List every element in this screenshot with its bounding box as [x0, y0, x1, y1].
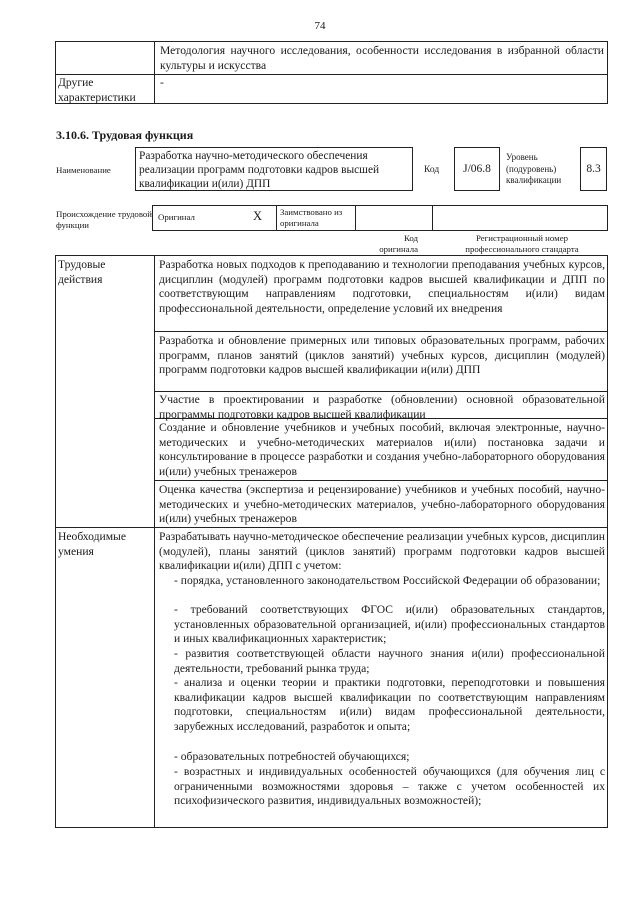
- borrowed-label: Заимствовано из оригинала: [280, 207, 343, 228]
- page-number: 74: [314, 20, 326, 32]
- name-value-box: [135, 147, 413, 191]
- original-mark: X: [253, 209, 263, 223]
- code-value: J/06.8: [463, 163, 491, 175]
- section-title: 3.10.6. Трудовая функция: [56, 128, 194, 142]
- action-item: Участие в проектировании и разработке (обновлении) основной образовательной программы подготовки кадров высшей квалификации: [159, 393, 605, 421]
- name-value: Разработка научно-методического обеспечения реализации программ подготовки кадров высшей квалификации и(или) ДПП: [139, 150, 380, 190]
- origin-label: Происхождение трудовой функции: [56, 209, 153, 230]
- level-value: 8.3: [586, 163, 601, 175]
- skills-item: - возрастных и индивидуальных особенностей обучающихся (для обучения лиц с ограниченными возможностями здоровья – также с учетом особенностей их психофизического развития, индивидуальных возможностей);: [174, 765, 605, 807]
- action-item: Оценка качества (экспертиза и рецензирование) учебников и учебных пособий, научно-методических и учебно-методических материалов, учебно-лабораторного оборудования и(или) учебных тренажеров: [159, 483, 605, 525]
- original-label: Оригинал: [158, 212, 195, 222]
- skills-item: - развития соответствующей области научного знания и(или) профессиональной деятельности, требований рынка труда;: [174, 647, 605, 675]
- actions-label: Трудовые действия: [58, 258, 106, 286]
- skills-item: - анализа и оценки теории и практики подготовки, переподготовки и повышения квалификации кадров высшей квалификации по соответствующим направлениям подготовки, специальностям и(или) видам профессиональной деятельности, зарубежных исследований, разработок и опыта;: [174, 676, 605, 733]
- name-label: Наименование: [56, 165, 111, 175]
- other-characteristics-label: Другие характеристики: [58, 76, 136, 104]
- code-original-label: Код оригинала: [379, 233, 418, 254]
- top-table-row1-text: Методология научного исследования, особенности исследования в избранной области культуры и искусства: [160, 44, 604, 72]
- skills-intro: Разрабатывать научно-методическое обеспечение реализации учебных курсов, дисциплин (модулей), планы занятий (циклов занятий) программ подготовки кадров высшей квалификации и(или) ДПП с учетом:: [159, 530, 605, 572]
- skills-label: Необходимые умения: [58, 530, 126, 558]
- skills-item: - образовательных потребностей обучающихся;: [174, 750, 410, 763]
- action-item: Разработка и обновление примерных или типовых образовательных программ, рабочих программ, планов занятий (циклов занятий) учебных курсов, дисциплин (модулей) программ подготовки кадров высшей квалификации и(или) ДПП: [159, 334, 605, 376]
- level-label: Уровень (подуровень) квалификации: [506, 152, 562, 185]
- action-item: Создание и обновление учебников и учебных пособий, включая электронные, научно-методических и учебно-методических материалов и(или) постановка задачи и консультирование в процессе разработки и создания учебно-лабораторного оборудования и(или) учебных тренажеров: [159, 421, 605, 478]
- other-characteristics-value: -: [160, 76, 164, 89]
- skills-item: - порядка, установленного законодательством Российской Федерации об образовании;: [174, 574, 601, 587]
- skills-item: - требований соответствующих ФГОС и(или) образовательных стандартов, установленных образовательной организацией, и(или) профессиональных стандартов и иных квалификационных характеристик;: [174, 603, 605, 645]
- reg-number-label: Регистрационный номер профессионального стандарта: [465, 233, 579, 254]
- code-value-box: [454, 147, 500, 191]
- level-value-box: [580, 147, 607, 191]
- action-item: Разработка новых подходов к преподаванию и технологии преподавания учебных курсов, дисциплин (модулей) программ подготовки кадров высшей квалификации и ДПП по соответствующим направлениям подготовки, специальностям и(или) видам профессиональной деятельности, определение условий их внедрения: [159, 258, 605, 315]
- code-label: Код: [424, 165, 440, 175]
